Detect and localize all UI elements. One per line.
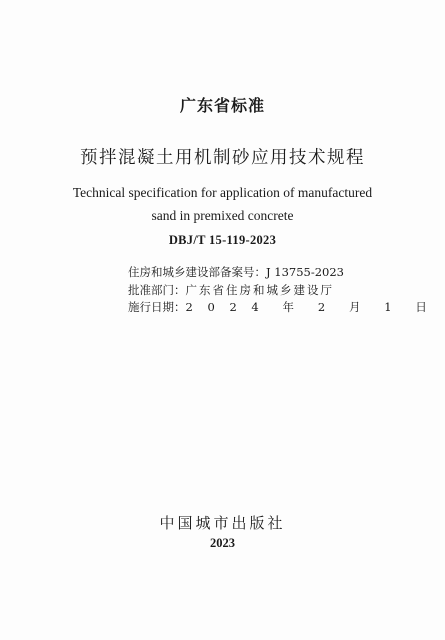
record-number-label: 住房和城乡建设部备案号： bbox=[128, 265, 266, 279]
effective-date-value: 2 0 2 4 年 2 月 1 日 bbox=[185, 300, 433, 314]
record-number-value: J 13755-2023 bbox=[266, 265, 345, 279]
approval-department-value: 广东省住房和城乡建设厅 bbox=[185, 282, 334, 297]
standard-type-heading: 广东省标准 bbox=[179, 96, 265, 115]
approval-department-label: 批准部门： bbox=[128, 282, 186, 297]
publisher-name: 中国城市出版社 bbox=[159, 514, 286, 532]
effective-date-label: 施行日期： bbox=[128, 300, 186, 314]
standard-code: DBJ/T 15-119-2023 bbox=[168, 233, 277, 247]
title-chinese: 预拌混凝土用机制砂应用技术规程 bbox=[80, 148, 365, 168]
publication-year: 2023 bbox=[210, 536, 235, 550]
standard-metadata bbox=[128, 264, 432, 317]
title-english bbox=[0, 181, 445, 227]
title-english-line-1: Technical specification for application of manufactured bbox=[72, 185, 373, 200]
effective-date-row bbox=[128, 299, 432, 317]
title-english-line-2: sand in premixed concrete bbox=[151, 208, 294, 223]
record-number-row bbox=[128, 264, 432, 282]
approval-department-row bbox=[128, 282, 432, 300]
